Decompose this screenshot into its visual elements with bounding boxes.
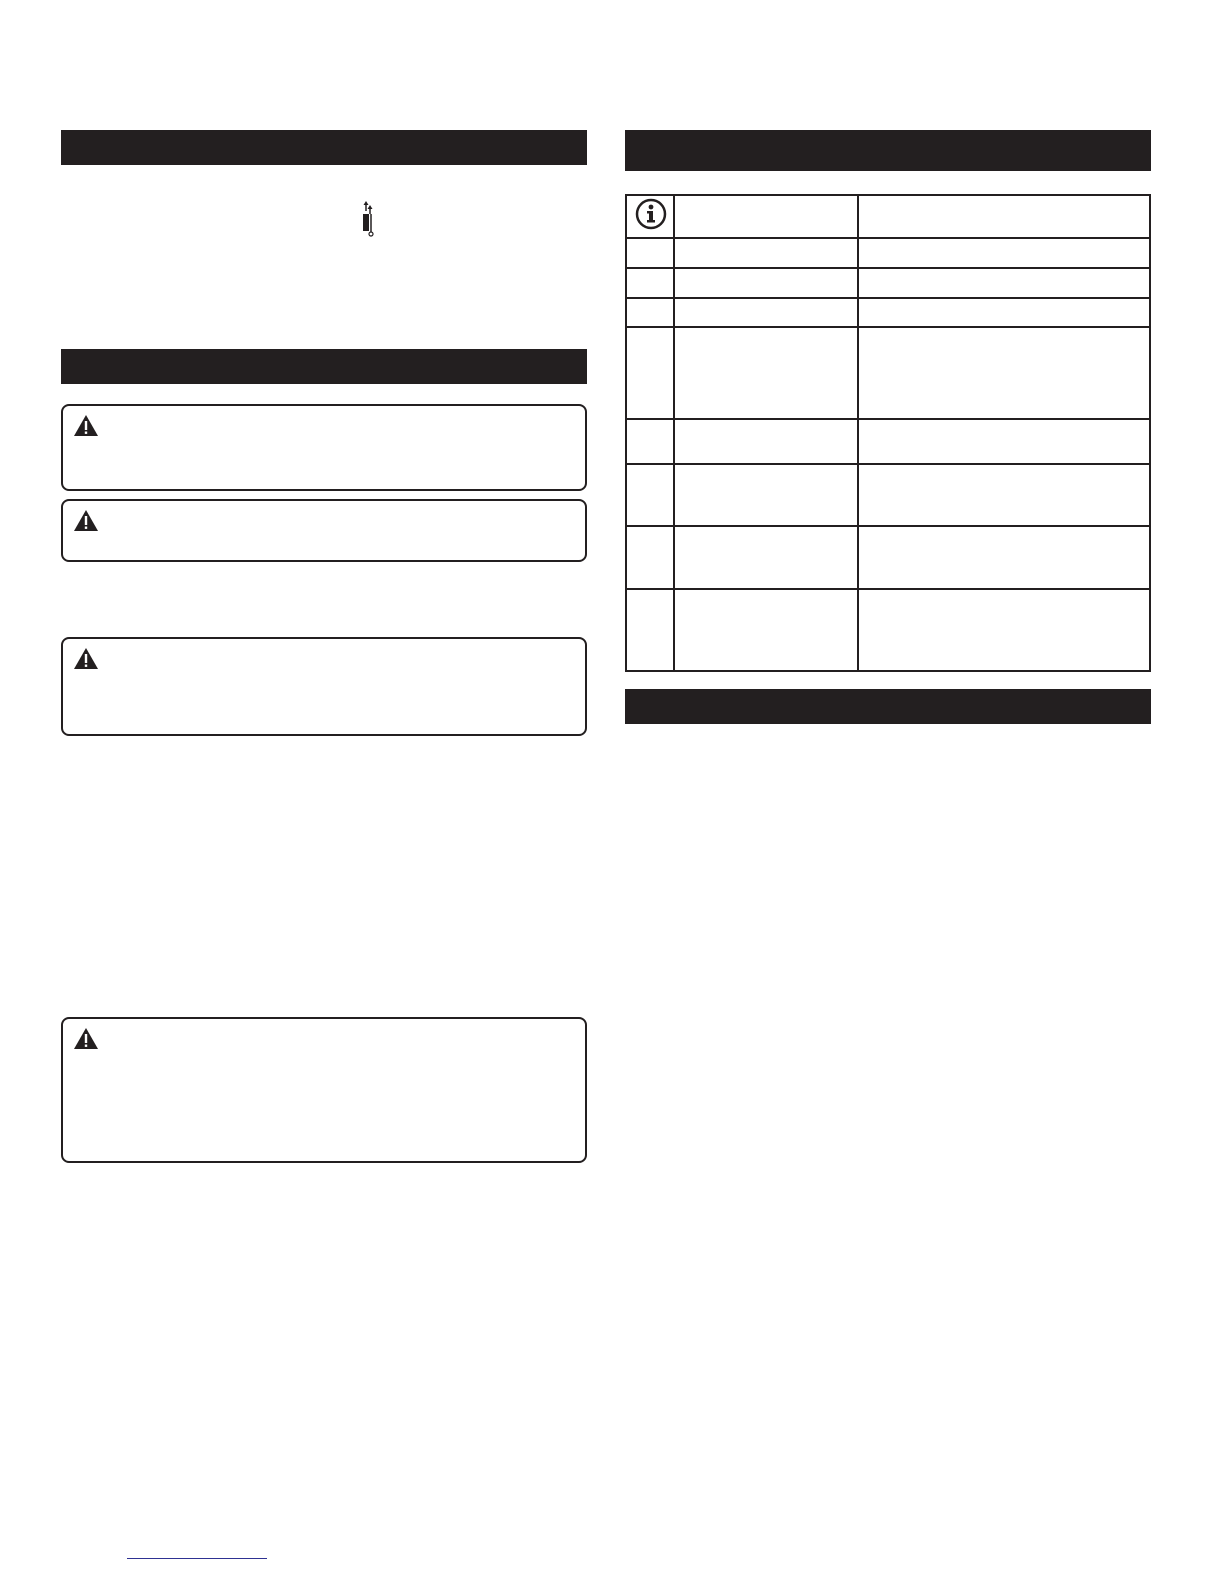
hyperlink-underline[interactable] [127, 1558, 267, 1559]
battery-pressure-gauge-icon [360, 201, 376, 237]
right-section-bar-1 [625, 130, 1151, 171]
table-row-divider [627, 237, 1149, 239]
warning-box-4 [61, 1017, 587, 1163]
warning-triangle-icon [73, 509, 99, 532]
table-row-divider [627, 525, 1149, 527]
left-section-bar-1 [61, 130, 587, 165]
table-row-divider [627, 267, 1149, 269]
table-row-divider [627, 326, 1149, 328]
warning-triangle-icon [73, 414, 99, 437]
warning-box-2 [61, 499, 587, 562]
warning-triangle-icon [73, 1027, 99, 1050]
info-circle-icon [635, 198, 667, 230]
warning-triangle-icon [73, 647, 99, 670]
table-row-divider [627, 463, 1149, 465]
right-section-bar-2 [625, 689, 1151, 724]
table-row-divider [627, 297, 1149, 299]
table-row-divider [627, 588, 1149, 590]
left-section-bar-2 [61, 349, 587, 384]
warning-box-3 [61, 637, 587, 736]
specification-table [625, 194, 1151, 672]
table-row-divider [627, 418, 1149, 420]
warning-box-1 [61, 404, 587, 491]
